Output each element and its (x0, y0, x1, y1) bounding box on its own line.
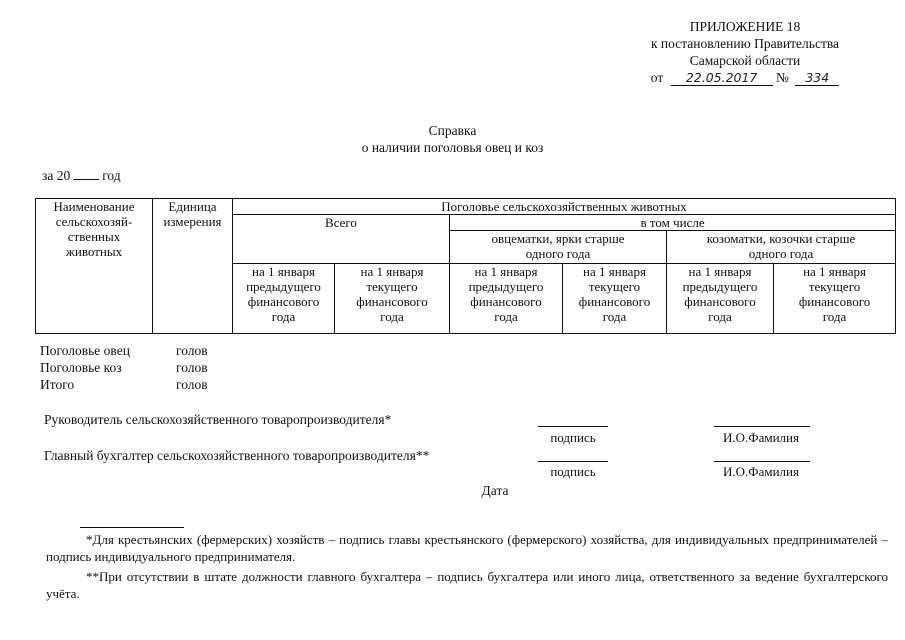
livestock-table (35, 198, 896, 334)
appendix-date-line (600, 69, 890, 86)
appendix-decree-line: к постановлению Правительства (650, 36, 840, 51)
head-name-line (714, 425, 810, 427)
appendix-header (600, 18, 890, 86)
head-signature-line (538, 425, 608, 427)
accountant-signature-line (538, 460, 608, 462)
row-unit: голов (176, 377, 208, 392)
table-row (40, 377, 340, 394)
table-row (40, 343, 340, 360)
head-signature-caption: подпись (550, 430, 596, 445)
date-prefix: от (650, 70, 664, 85)
row-name: Поголовье коз (40, 360, 122, 375)
header-livestock: Поголовье сельскохозяйственных животных (233, 199, 896, 215)
header-does-prev-year: на 1 января предыдущего финансового года (667, 264, 774, 334)
table-row (40, 360, 340, 377)
row-name: Поголовье овец (40, 343, 130, 358)
footnote-first: *Для крестьянских (фермерских) хозяйств – подпись главы крестьянского (фермерского) хозяйства, для индивидуальных предпринимателей – подпись индивидуального предпринимателя. (46, 532, 888, 564)
header-does-curr-year: на 1 января текущего финансового года (774, 264, 896, 334)
handwritten-date: 22.05.2017 (671, 71, 773, 86)
handwritten-number: 334 (795, 71, 839, 86)
row-name: Итого (40, 377, 75, 392)
number-prefix: № (775, 70, 789, 85)
appendix-region-line: Самарской области (689, 53, 801, 68)
year-blank (73, 167, 99, 180)
row-unit: голов (176, 343, 208, 358)
footnote-separator (80, 527, 184, 528)
accountant-signature-caption: подпись (550, 464, 596, 479)
date-label: Дата (481, 483, 509, 498)
header-animal-name: Наименование сельскохозяй- ственных животных (36, 199, 153, 334)
header-does: козоматки, козочки старше одного года (667, 231, 896, 264)
head-signature-label: Руководитель сельскохозяйственного товаропроизводителя* (44, 412, 392, 427)
accountant-name-caption: И.О.Фамилия (723, 464, 799, 479)
accountant-name-line (714, 460, 810, 462)
appendix-title: ПРИЛОЖЕНИЕ 18 (689, 19, 801, 34)
header-total: Всего (233, 215, 450, 264)
header-total-curr-year: на 1 января текущего финансового года (335, 264, 450, 334)
document-title-block (0, 122, 905, 156)
livestock-rows (40, 343, 340, 394)
document-subtitle: о наличии поголовья овец и коз (361, 140, 544, 155)
header-unit: Единица измерения (153, 199, 233, 334)
reporting-year-line (42, 167, 121, 184)
header-ewes: овцематки, ярки старше одного года (450, 231, 667, 264)
header-ewes-prev-year: на 1 января предыдущего финансового года (450, 264, 563, 334)
row-unit: голов (176, 360, 208, 375)
accountant-signature-label: Главный бухгалтер сельскохозяйственного товаропроизводителя** (44, 448, 430, 463)
header-total-prev-year: на 1 января предыдущего финансового года (233, 264, 335, 334)
document-title: Справка (428, 123, 477, 138)
header-including: в том числе (450, 215, 896, 231)
year-suffix: год (102, 168, 121, 183)
year-prefix: за 20 (42, 168, 71, 183)
footnote-second: **При отсутствии в штате должности главного бухгалтера – подпись бухгалтера или иного лица, ответственного за ведение бухгалтерского учёта. (46, 569, 888, 601)
head-name-caption: И.О.Фамилия (723, 430, 799, 445)
header-ewes-curr-year: на 1 января текущего финансового года (563, 264, 667, 334)
